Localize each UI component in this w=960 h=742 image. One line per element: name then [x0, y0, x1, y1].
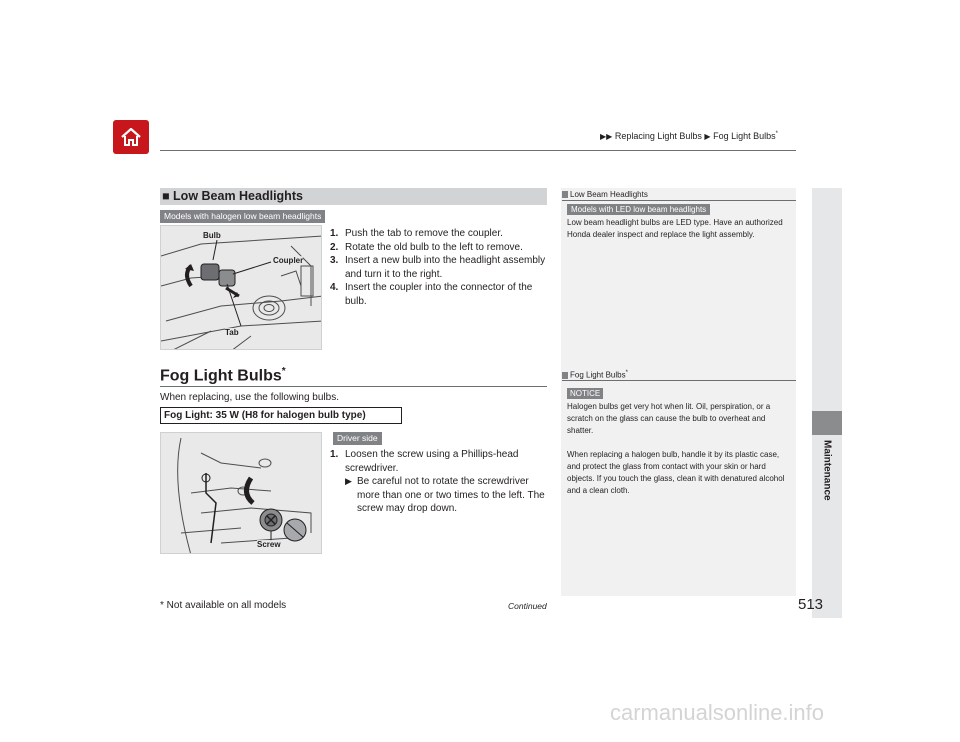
note-divider	[562, 200, 796, 201]
model-tag: Driver side	[333, 432, 382, 445]
step-item	[330, 254, 550, 281]
sub-bullet-icon: ▶	[345, 476, 352, 486]
step-text: Push the tab to remove the coupler.	[345, 228, 503, 239]
step-item	[330, 281, 550, 308]
fog-steps	[330, 448, 550, 516]
section-title-low-beam	[162, 189, 303, 203]
notice-badge: NOTICE	[567, 388, 603, 399]
fog-light-assembly-illustration	[161, 433, 322, 554]
low-beam-steps	[330, 227, 550, 308]
step-number: 2.	[330, 241, 339, 253]
note-header-low-beam	[562, 190, 648, 199]
model-tag: Models with LED low beam headlights	[567, 204, 710, 215]
step-text: Rotate the old bulb to the left to remove.	[345, 241, 523, 253]
model-tag: Models with halogen low beam headlights	[160, 210, 325, 223]
footnote-star: *	[775, 131, 778, 137]
section-divider	[160, 386, 547, 387]
breadcrumb-current: Fog Light Bulbs	[713, 131, 776, 141]
breadcrumb-link-replacing-light-bulbs[interactable]: Replacing Light Bulbs	[614, 131, 702, 141]
callout-tab: Tab	[225, 328, 239, 337]
section-tab-marker[interactable]	[812, 411, 842, 435]
section-title-text: Fog Light Bulbs	[160, 367, 282, 385]
note-marker-icon	[562, 372, 568, 379]
step-number: 1.	[330, 228, 339, 239]
section-title-fog	[160, 366, 286, 385]
step-sub-text: Be careful not to rotate the screwdriver more than one or two times to the left. The screw may drop down.	[357, 476, 545, 514]
step-sub-item	[330, 475, 550, 516]
note-header-text: Low Beam Headlights	[570, 190, 648, 199]
callout-bulb: Bulb	[203, 231, 221, 240]
step-text: Loosen the screw using a Phillips-head screwdriver.	[345, 449, 519, 474]
breadcrumb-arrow-icon: ▶	[704, 132, 711, 141]
note-header-text: Fog Light Bulbs	[570, 370, 626, 380]
step-number: 1.	[330, 449, 339, 460]
fog-intro-text: When replacing, use the following bulbs.	[160, 392, 339, 403]
note-header-fog	[562, 370, 628, 380]
step-number: 3.	[330, 255, 339, 266]
breadcrumb-arrow-icon: ▶▶	[600, 132, 613, 141]
callout-screw: Screw	[257, 540, 281, 549]
step-number: 4.	[330, 282, 339, 293]
step-text: Insert the coupler into the connector of the bulb.	[345, 282, 533, 307]
home-button[interactable]	[113, 120, 149, 154]
note-text: When replacing a halogen bulb, handle it by its plastic case, and protect the glass from contact with your skin or hard objects. If you touch the glass, clean it with denatured alcohol and a clean cloth.	[567, 450, 785, 495]
footnote-star: *	[281, 366, 286, 377]
fog-bulb-spec: Fog Light: 35 W (H8 for halogen bulb type)	[160, 407, 402, 424]
note-marker-icon	[562, 191, 568, 198]
watermark: carmanualsonline.info	[610, 700, 825, 725]
section-tab-maintenance[interactable]	[812, 440, 842, 560]
header-divider	[160, 150, 796, 151]
section-title-text: Low Beam Headlights	[173, 189, 303, 203]
note-text: Halogen bulbs get very hot when lit. Oil, perspiration, or a scratch on the glass can cause the bulb to overheat and shatter.	[567, 402, 771, 435]
fog-light-illustration	[160, 432, 322, 554]
headlight-assembly-illustration	[161, 226, 322, 350]
breadcrumb	[600, 131, 778, 141]
square-bullet-icon: ■	[162, 189, 170, 203]
footnote: * Not available on all models	[160, 600, 287, 611]
step-item	[330, 448, 550, 475]
section-tab-label: Maintenance	[821, 440, 833, 501]
callout-coupler: Coupler	[273, 256, 304, 265]
continued-label: Continued	[508, 601, 547, 611]
note-text: Low beam headlight bulbs are LED type. Have an authorized Honda dealer inspect and replace the light assembly.	[567, 218, 783, 239]
home-icon	[119, 125, 143, 149]
page-number: 513	[798, 596, 824, 613]
low-beam-illustration	[160, 225, 322, 350]
footnote-star: *	[625, 370, 628, 376]
step-item	[330, 227, 550, 241]
step-text: Insert a new bulb into the headlight assembly and turn it to the right.	[345, 255, 546, 280]
step-item	[330, 241, 550, 255]
note-divider	[562, 380, 796, 381]
